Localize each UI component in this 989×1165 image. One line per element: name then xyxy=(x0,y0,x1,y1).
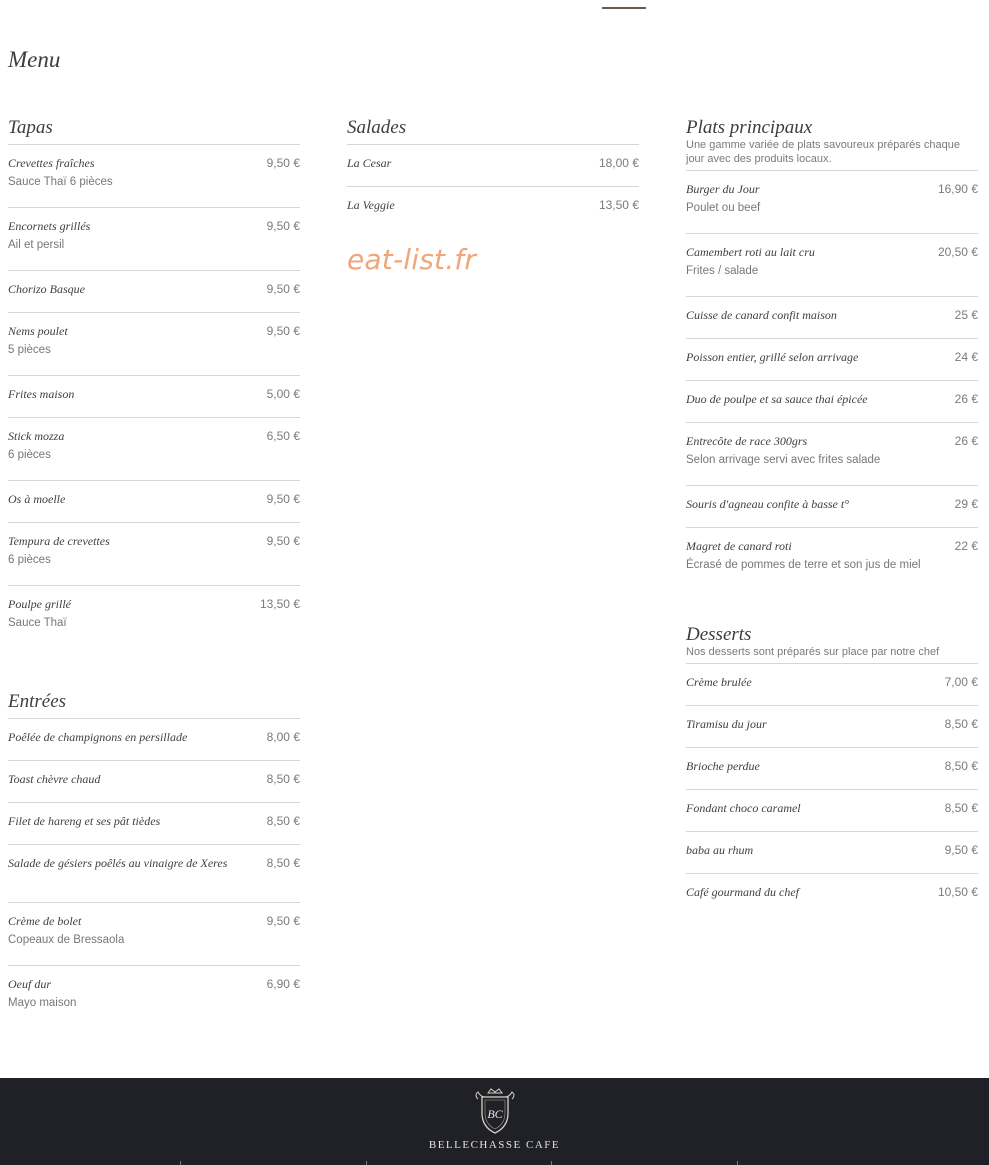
item-name: Os à moelle xyxy=(8,492,66,506)
item-price: 16,90 € xyxy=(937,182,978,196)
brand-name: BELLECHASSE CAFE xyxy=(428,1139,561,1151)
item-name: Nems poulet xyxy=(8,324,68,338)
menu-item xyxy=(686,705,978,747)
menu-item xyxy=(686,873,978,915)
section-title: Salades xyxy=(347,117,407,138)
item-name: Poisson entier, grillé selon arrivage xyxy=(686,350,859,364)
watermark-text: eat-list.fr xyxy=(347,243,477,276)
footer-divider xyxy=(551,1161,552,1165)
menu-item xyxy=(686,422,978,485)
item-name: Encornets grillés xyxy=(8,219,91,233)
menu-item xyxy=(686,527,978,601)
item-price: 20,50 € xyxy=(937,245,978,259)
menu-item xyxy=(686,747,978,789)
item-price: 9,50 € xyxy=(266,324,300,338)
item-name: La Cesar xyxy=(347,156,392,170)
item-description: Écrasé de pommes de terre et son jus de miel xyxy=(686,559,921,571)
item-name: Camembert roti au lait cru xyxy=(686,245,815,259)
item-price: 9,50 € xyxy=(266,282,300,296)
item-name: Stick mozza xyxy=(8,429,65,443)
section-plats-principaux xyxy=(686,116,978,601)
item-price: 7,00 € xyxy=(944,675,978,689)
item-name: Poulpe grillé xyxy=(8,597,71,611)
item-name: Frites maison xyxy=(8,387,75,401)
menu-item xyxy=(8,718,300,760)
menu-item xyxy=(8,312,300,375)
menu-item xyxy=(8,522,300,585)
item-price: 22 € xyxy=(954,539,978,553)
item-name: Crème de bolet xyxy=(8,914,82,928)
menu-item xyxy=(8,375,300,417)
item-price: 6,90 € xyxy=(266,977,300,991)
section-salades xyxy=(347,116,639,228)
item-name: Duo de poulpe et sa sauce thai épicée xyxy=(686,392,868,406)
item-description: Mayo maison xyxy=(8,997,77,1009)
item-price: 9,50 € xyxy=(266,492,300,506)
menu-item xyxy=(8,417,300,480)
item-name: Filet de hareng et ses pât tièdes xyxy=(8,814,161,828)
item-price: 9,50 € xyxy=(266,534,300,548)
item-description: Selon arrivage servi avec frites salade xyxy=(686,454,881,466)
menu-item xyxy=(347,186,639,228)
item-description: 6 pièces xyxy=(8,554,51,566)
item-price: 8,50 € xyxy=(266,856,300,870)
item-price: 8,50 € xyxy=(944,759,978,773)
section-description: Nos desserts sont préparés sur place par notre chef xyxy=(686,646,940,658)
menu-item xyxy=(347,144,639,186)
item-name: Chorizo Basque xyxy=(8,282,86,296)
item-name: Café gourmand du chef xyxy=(686,885,799,899)
menu-item xyxy=(8,844,300,902)
item-price: 5,00 € xyxy=(266,387,300,401)
item-description: Copeaux de Bressaola xyxy=(8,934,125,946)
item-name: Tiramisu du jour xyxy=(686,717,767,731)
item-name: Salade de gésiers poêlés au vinaigre de Xeres xyxy=(8,856,228,870)
item-name: Poêlée de champignons en persillade xyxy=(8,730,188,744)
item-description: Poulet ou beef xyxy=(686,202,761,214)
menu-item xyxy=(8,144,300,207)
menu-item xyxy=(8,802,300,844)
menu-item xyxy=(686,338,978,380)
item-description: Sauce Thaï xyxy=(8,617,67,629)
section-title: Plats principaux xyxy=(686,117,813,138)
item-price: 25 € xyxy=(954,308,978,322)
item-name: La Veggie xyxy=(347,198,395,212)
column-left xyxy=(8,116,300,1028)
section-title: Desserts xyxy=(686,624,752,645)
menu-item xyxy=(686,233,978,296)
section-description: Une gamme variée de plats savoureux préparés chaque jour avec des produits locaux. xyxy=(686,139,960,165)
item-description: Frites / salade xyxy=(686,265,759,277)
item-name: Tempura de crevettes xyxy=(8,534,110,548)
item-price: 10,50 € xyxy=(937,885,978,899)
item-name: baba au rhum xyxy=(686,843,754,857)
menu-item xyxy=(686,380,978,422)
column-middle xyxy=(347,116,639,228)
item-price: 8,00 € xyxy=(266,730,300,744)
menu-item xyxy=(8,480,300,522)
item-price: 18,00 € xyxy=(598,156,639,170)
svg-text:BC: BC xyxy=(487,1107,503,1121)
item-price: 8,50 € xyxy=(944,801,978,815)
item-name: Toast chèvre chaud xyxy=(8,772,101,786)
menu-item xyxy=(8,965,300,1028)
column-right xyxy=(686,116,978,915)
item-price: 9,50 € xyxy=(266,914,300,928)
item-name: Oeuf dur xyxy=(8,977,51,991)
item-description: 5 pièces xyxy=(8,344,51,356)
item-price: 8,50 € xyxy=(266,814,300,828)
menu-item xyxy=(8,207,300,270)
item-name: Crevettes fraîches xyxy=(8,156,95,170)
section-entrees xyxy=(8,690,300,1028)
crest-icon[interactable] xyxy=(470,1087,520,1137)
item-price: 9,50 € xyxy=(266,156,300,170)
menu-item xyxy=(8,902,300,965)
item-price: 9,50 € xyxy=(944,843,978,857)
item-name: Entrecôte de race 300grs xyxy=(686,434,808,448)
section-tapas xyxy=(8,116,300,648)
item-description: 6 pièces xyxy=(8,449,51,461)
menu-item xyxy=(8,270,300,312)
item-price: 8,50 € xyxy=(266,772,300,786)
item-price: 29 € xyxy=(954,497,978,511)
menu-item xyxy=(686,789,978,831)
item-name: Crème brulée xyxy=(686,675,752,689)
item-price: 13,50 € xyxy=(259,597,300,611)
menu-item xyxy=(686,170,978,233)
item-price: 6,50 € xyxy=(266,429,300,443)
section-title: Tapas xyxy=(8,117,53,138)
menu-item xyxy=(686,296,978,338)
item-price: 8,50 € xyxy=(944,717,978,731)
item-price: 26 € xyxy=(954,434,978,448)
item-name: Brioche perdue xyxy=(686,759,760,773)
footer-divider xyxy=(180,1161,181,1165)
item-name: Burger du Jour xyxy=(686,182,760,196)
item-name: Souris d'agneau confite à basse t° xyxy=(686,497,850,511)
menu-item xyxy=(686,831,978,873)
menu-item xyxy=(686,485,978,527)
menu-item xyxy=(686,663,978,705)
item-price: 9,50 € xyxy=(266,219,300,233)
item-name: Magret de canard roti xyxy=(686,539,792,553)
section-title: Entrées xyxy=(8,691,67,712)
item-price: 24 € xyxy=(954,350,978,364)
footer-divider xyxy=(366,1161,367,1165)
top-tab-indicator xyxy=(602,7,646,9)
section-desserts xyxy=(686,623,978,915)
item-description: Ail et persil xyxy=(8,239,65,251)
item-name: Cuisse de canard confit maison xyxy=(686,308,837,322)
menu-item xyxy=(8,585,300,648)
page-title: Menu xyxy=(8,47,61,72)
item-name: Fondant choco caramel xyxy=(686,801,801,815)
item-description: Sauce Thaï 6 pièces xyxy=(8,176,113,188)
footer-divider xyxy=(737,1161,738,1165)
menu-item xyxy=(8,760,300,802)
item-price: 13,50 € xyxy=(598,198,639,212)
item-price: 26 € xyxy=(954,392,978,406)
